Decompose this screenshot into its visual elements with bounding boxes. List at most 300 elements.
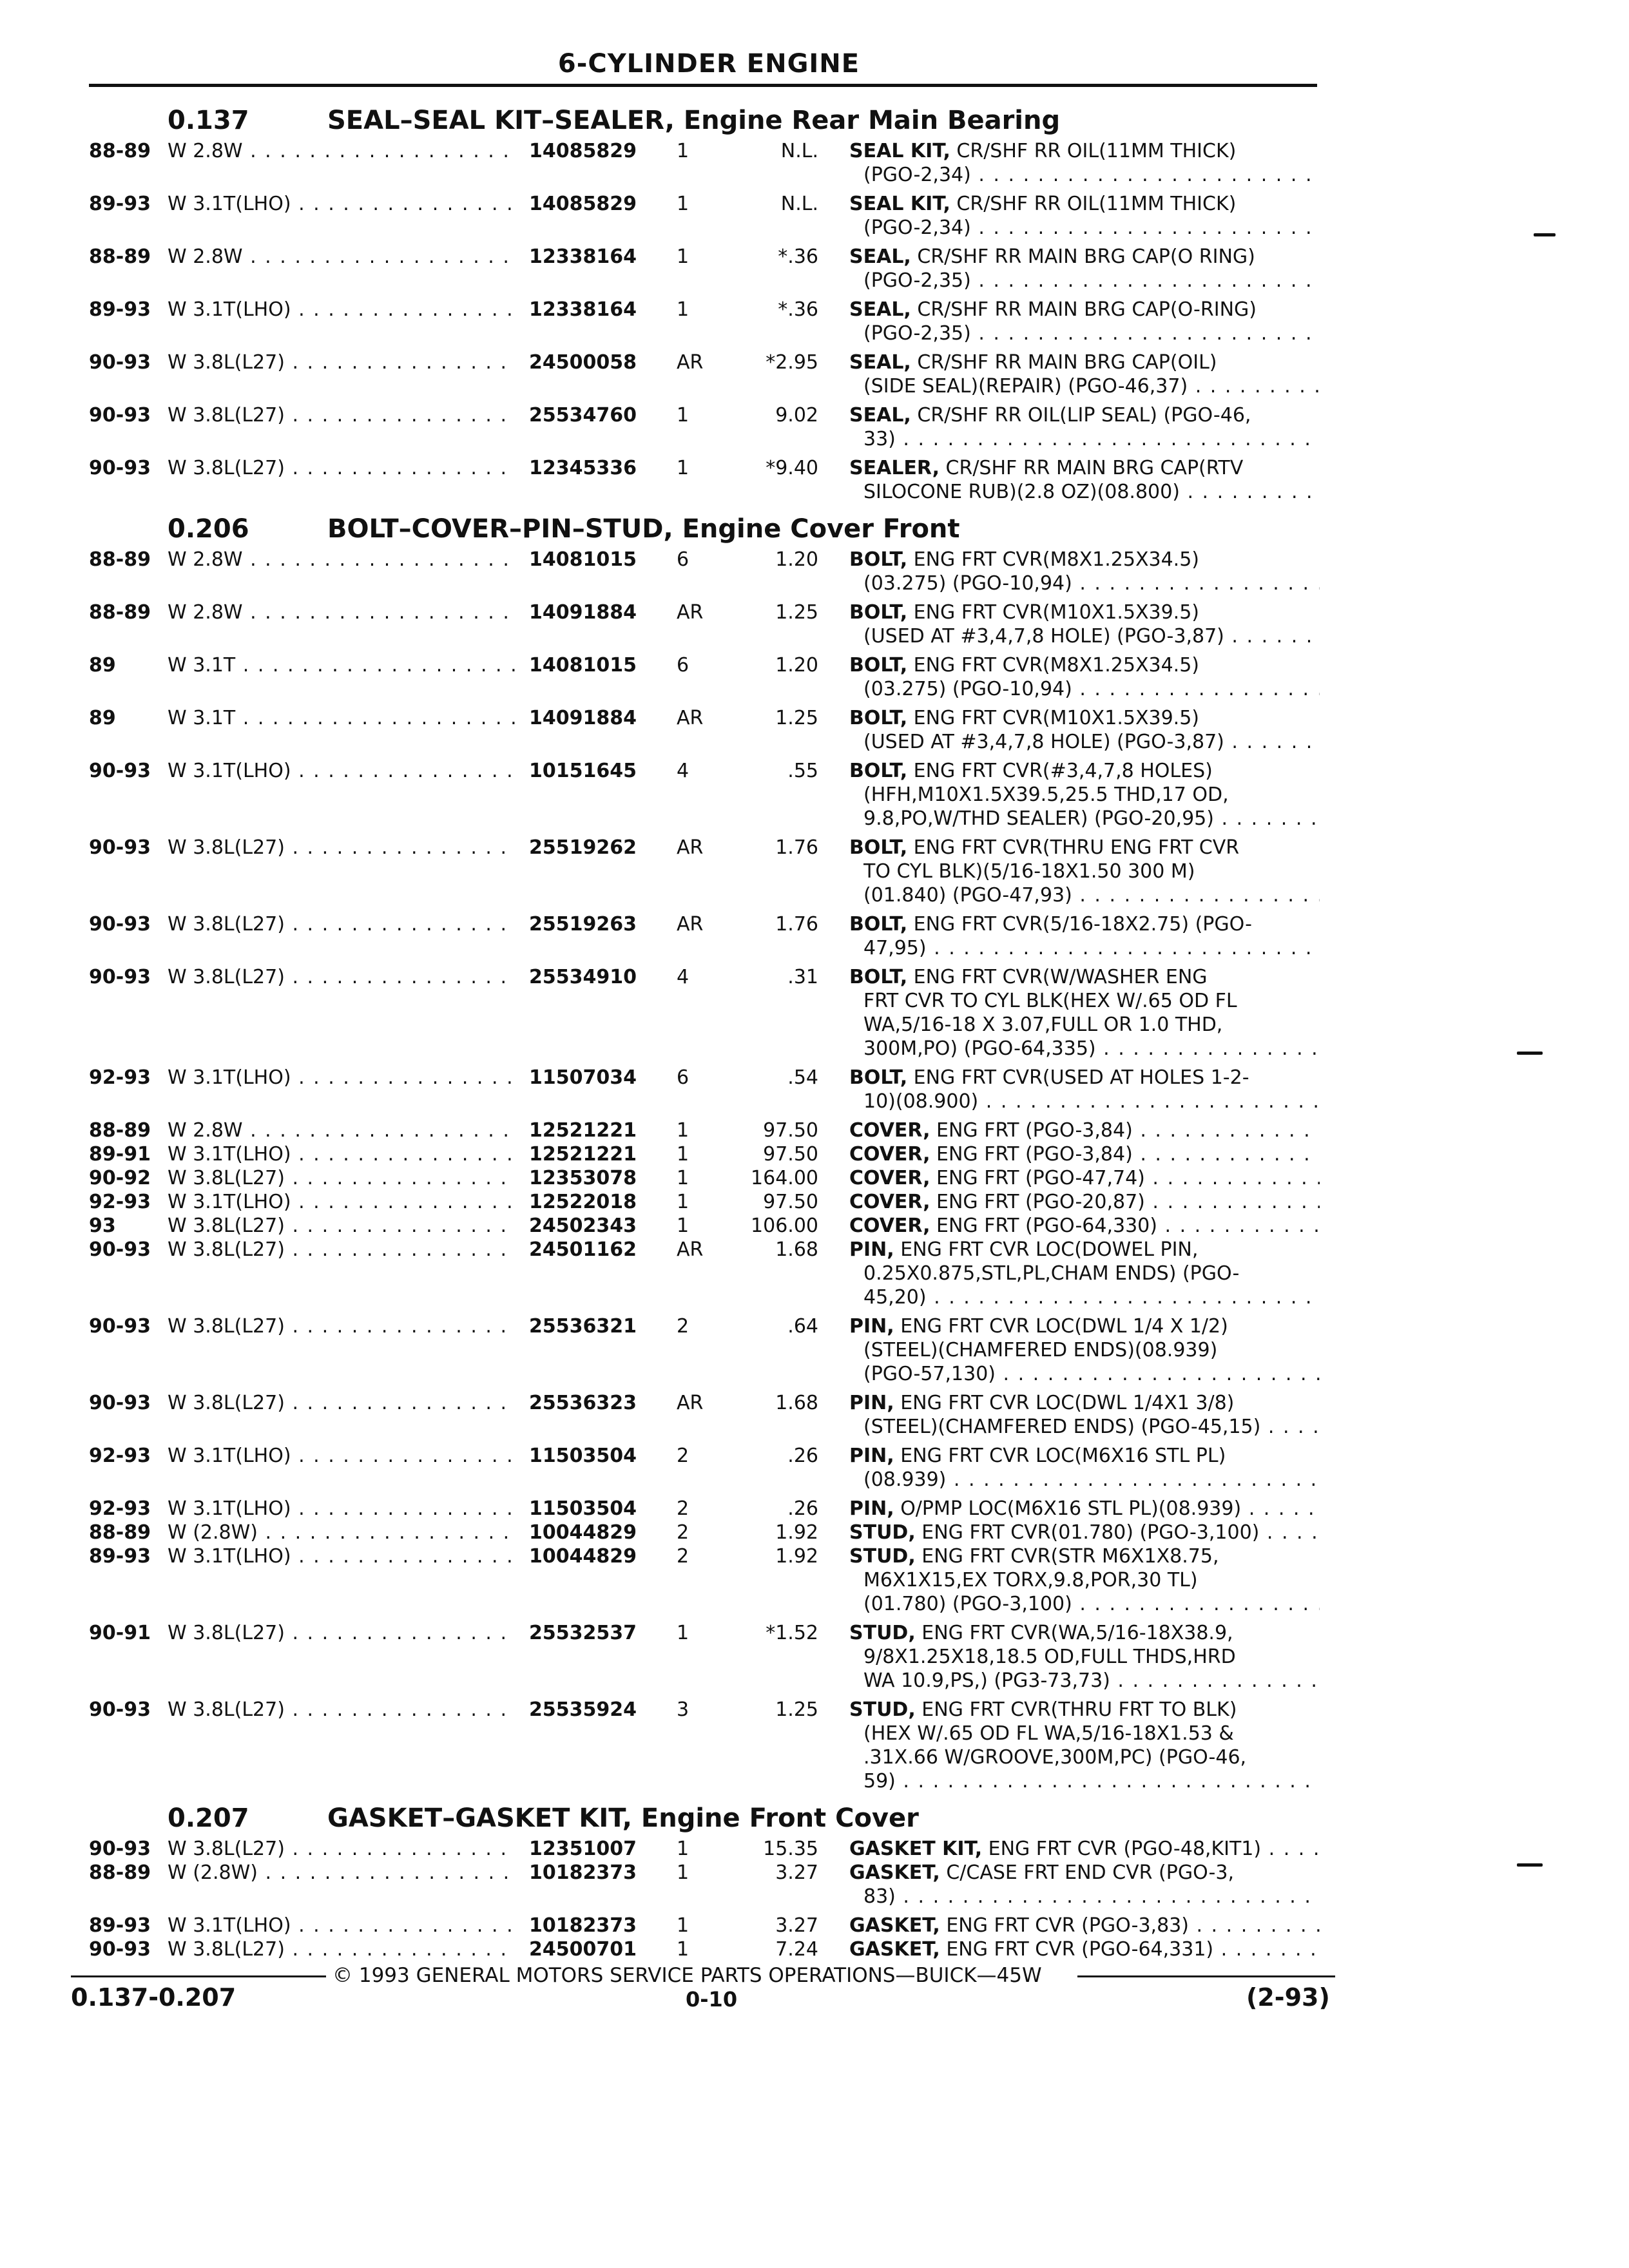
part-description [849,192,1320,216]
price: 3.27 [775,1914,818,1937]
quantity: AR [677,707,704,729]
quantity: AR [677,836,704,859]
part-number: 10182373 [525,1861,637,1885]
part-entry [0,1497,1629,1521]
part-detail: ENG FRT CVR (PGO-48,KIT1) [982,1838,1262,1860]
section-title: GASKET–GASKET KIT, Engine Front Cover [327,1803,919,1833]
section-title: BOLT–COVER–PIN–STUD, Engine Cover Front [327,514,960,544]
part-entry [0,403,1629,451]
part-entry [0,1066,1629,1113]
engine-model: W 3.8L(L27) . . . [168,1837,516,1861]
part-entry [0,1544,1629,1616]
part-description [849,245,1320,269]
part-name: BOLT, [849,1066,908,1089]
model-years: 90-93 [89,1392,151,1414]
part-name: GASKET KIT, [849,1838,983,1860]
description-continuation: (HFH,M10X1.5X39.5,25.5 THD,17 OD, [863,783,1229,806]
quantity: AR [677,1238,704,1261]
model-years: 88-89 [89,1861,151,1884]
part-name: BOLT, [849,966,908,988]
engine-model: W (2.8W) . . . [168,1861,516,1885]
part-detail: ENG FRT CVR(STR M6X1X8.75, [915,1545,1219,1568]
part-description [849,759,1320,783]
part-description [849,1698,1320,1722]
engine-model: W 3.1T(LHO) . . . [168,759,516,783]
part-description [849,298,1320,322]
engine-model: W 2.8W . . . [168,1119,516,1142]
margin-mark [1517,1052,1543,1055]
engine-model: W 3.1T(LHO) . . . [168,1497,516,1521]
engine-model: W 3.8L(L27) . . . [168,836,516,860]
price: 1.68 [775,1392,818,1414]
model-years: 88-89 [89,1521,151,1544]
part-name: BOLT, [849,601,908,624]
part-entry [0,1314,1629,1386]
part-number: 25535924 [525,1698,637,1722]
revision-date: (2-93) [1246,1983,1330,2012]
price: 1.25 [775,601,818,624]
engine-model: W 3.1T(LHO) . . . [168,192,516,216]
part-detail: CR/SHF RR OIL(LIP SEAL) (PGO-46, [911,404,1251,427]
part-name: PIN, [849,1445,894,1467]
engine-model: W 3.8L(L27) . . . [168,456,516,480]
part-entry [0,351,1629,398]
price: .64 [787,1315,818,1338]
model-years: 88-89 [89,548,151,571]
part-name: GASKET, [849,1861,940,1884]
part-detail: ENG FRT CVR(THRU FRT TO BLK) [915,1698,1237,1721]
part-description [849,1521,1320,1544]
quantity: 1 [677,1861,689,1884]
part-description [849,912,1320,936]
price: 1.20 [775,654,818,677]
model-years: 90-93 [89,351,151,374]
quantity: 4 [677,760,689,782]
quantity: 3 [677,1698,689,1721]
part-entry [0,759,1629,831]
part-detail: CR/SHF RR MAIN BRG CAP(O-RING) [911,298,1257,321]
part-detail: ENG FRT (PGO-3,84) [930,1143,1133,1166]
price: 106.00 [751,1215,818,1237]
section-number: 0.206 [168,514,249,544]
description-continuation: WA 10.9,PS,) (PG3-73,73) . . . [863,1669,1320,1693]
part-description [849,1444,1320,1468]
engine-model: W 3.8L(L27) . . . [168,1391,516,1415]
part-detail: ENG FRT CVR(THRU ENG FRT CVR [907,836,1240,859]
part-description [849,653,1320,677]
engine-model: W 3.8L(L27) . . . [168,965,516,989]
part-description [849,1497,1320,1521]
part-number: 25532537 [525,1621,637,1645]
part-number: 24500058 [525,351,637,374]
part-detail: ENG FRT CVR LOC(DOWEL PIN, [894,1238,1199,1261]
part-name: BOLT, [849,836,908,859]
description-continuation: (PGO-2,34) . . . [863,163,1320,187]
part-description [849,351,1320,374]
model-years: 90-93 [89,404,151,427]
quantity: 1 [677,1622,689,1644]
description-continuation: M6X1X15,EX TORX,9.8,POR,30 TL) [863,1569,1198,1591]
part-description [849,1621,1320,1645]
engine-model: W 3.1T . . . [168,653,516,677]
quantity: AR [677,913,704,936]
part-description [849,548,1320,572]
part-number: 10044829 [525,1544,637,1568]
part-number: 24500701 [525,1937,637,1961]
quantity: 1 [677,193,689,215]
part-name: COVER, [849,1119,930,1142]
quantity: 1 [677,1215,689,1237]
quantity: 1 [677,1838,689,1860]
part-entry [0,601,1629,648]
engine-model: W 3.1T . . . [168,706,516,730]
part-detail: ENG FRT (PGO-3,84) [930,1119,1133,1142]
model-years: 90-93 [89,760,151,782]
model-years: 89-93 [89,1545,151,1568]
engine-model: W 2.8W . . . [168,601,516,624]
margin-mark [1534,233,1556,236]
part-entry [0,1391,1629,1439]
part-description [849,1544,1320,1568]
section-range: 0.137-0.207 [71,1983,236,2012]
part-name: STUD, [849,1622,916,1644]
part-description [849,1066,1320,1090]
part-number: 25536323 [525,1391,637,1415]
model-years: 88-89 [89,140,151,162]
description-continuation: (USED AT #3,4,7,8 HOLE) (PGO-3,87) . . . [863,730,1320,754]
part-description [849,706,1320,730]
part-number: 11507034 [525,1066,637,1090]
quantity: 1 [677,1167,689,1189]
part-entry [0,298,1629,345]
part-detail: O/PMP LOC(M6X16 STL PL)(08.939) [894,1497,1242,1520]
part-name: SEAL, [849,404,911,427]
part-number: 14085829 [525,192,637,216]
price: 9.02 [775,404,818,427]
price: 1.76 [775,836,818,859]
quantity: 2 [677,1497,689,1520]
part-number: 24501162 [525,1238,637,1262]
engine-model: W 3.8L(L27) . . . [168,351,516,374]
engine-model: W 3.1T(LHO) . . . [168,1190,516,1214]
part-number: 12338164 [525,245,637,269]
title-rule [89,84,1317,87]
section-title: SEAL–SEAL KIT–SEALER, Engine Rear Main Bearing [327,106,1061,135]
part-description [849,1391,1320,1415]
section-number: 0.137 [168,106,249,135]
model-years: 90-92 [89,1167,151,1189]
engine-model: W 3.8L(L27) . . . [168,912,516,936]
part-name: SEAL KIT, [849,140,950,162]
price: *1.52 [766,1622,818,1644]
part-detail: ENG FRT (PGO-47,74) [930,1167,1145,1189]
part-number: 12353078 [525,1166,637,1190]
part-entry [0,1444,1629,1492]
part-detail: ENG FRT CVR (PGO-64,331) [940,1938,1214,1961]
section-header [0,1798,1629,1837]
price: 1.25 [775,707,818,729]
engine-model: W 2.8W . . . [168,245,516,269]
margin-mark [1517,1863,1543,1867]
price: *.36 [778,245,818,268]
quantity: 1 [677,1119,689,1142]
quantity: 6 [677,1066,689,1089]
quantity: AR [677,1392,704,1414]
engine-model: W 3.1T(LHO) . . . [168,1066,516,1090]
description-continuation: 10)(08.900) . . . [863,1090,1320,1113]
part-entry [0,1190,1629,1214]
description-continuation: (USED AT #3,4,7,8 HOLE) (PGO-3,87) . . . [863,624,1320,648]
quantity: 1 [677,1143,689,1166]
description-continuation: (03.275) (PGO-10,94) . . . [863,677,1320,701]
part-entry [0,1837,1629,1861]
part-number: 14091884 [525,706,637,730]
part-name: PIN, [849,1392,894,1414]
part-detail: CR/SHF RR OIL(11MM THICK) [950,193,1237,215]
engine-model: W 3.8L(L27) . . . [168,1314,516,1338]
price: 97.50 [763,1119,818,1142]
page-title: 6-CYLINDER ENGINE [557,49,860,79]
part-description [849,1142,1320,1166]
description-continuation: .31X.66 W/GROOVE,300M,PC) (PGO-46, [863,1746,1247,1769]
price: 1.68 [775,1238,818,1261]
part-description [849,965,1320,989]
price: N.L. [780,140,818,162]
part-detail: ENG FRT CVR(#3,4,7,8 HOLES) [907,760,1213,782]
engine-model: W 3.8L(L27) . . . [168,1621,516,1645]
quantity: 4 [677,966,689,988]
footer-rule-right [1077,1975,1335,1977]
section-header [0,509,1629,548]
description-continuation: (STEEL)(CHAMFERED ENDS)(08.939) [863,1339,1218,1361]
description-continuation: 45,20) . . . [863,1285,1320,1309]
engine-model: W 3.8L(L27) . . . [168,403,516,427]
part-detail: ENG FRT CVR LOC(M6X16 STL PL) [894,1445,1226,1467]
part-number: 14085829 [525,139,637,163]
part-name: BOLT, [849,654,908,677]
model-years: 88-89 [89,601,151,624]
part-number: 14091884 [525,601,637,624]
part-entry [0,139,1629,187]
part-entry [0,548,1629,595]
description-continuation: 59) . . . [863,1769,1320,1793]
price: N.L. [780,193,818,215]
description-continuation: (PGO-2,35) . . . [863,269,1320,293]
part-entry [0,1214,1629,1238]
copyright-text: © 1993 GENERAL MOTORS SERVICE PARTS OPERATIONS—BUICK—45W [333,1964,1042,1987]
part-detail: ENG FRT CVR(01.780) (PGO-3,100) [915,1521,1260,1544]
part-detail: CR/SHF RR MAIN BRG CAP(RTV [939,457,1244,479]
price: 1.92 [775,1545,818,1568]
quantity: 2 [677,1445,689,1467]
engine-model: W 3.8L(L27) . . . [168,1166,516,1190]
model-years: 90-93 [89,1238,151,1261]
engine-model: W 3.1T(LHO) . . . [168,1914,516,1937]
model-years: 90-93 [89,836,151,859]
model-years: 90-93 [89,913,151,936]
model-years: 90-93 [89,1938,151,1961]
part-name: SEAL KIT, [849,193,950,215]
price: .55 [787,760,818,782]
quantity: 1 [677,404,689,427]
description-continuation: (PGO-2,35) . . . [863,322,1320,345]
part-entry [0,1166,1629,1190]
description-continuation: 9.8,PO,W/THD SEALER) (PGO-20,95) . . . [863,807,1320,831]
part-entry [0,1914,1629,1937]
model-years: 89 [89,654,116,677]
model-years: 89-93 [89,298,151,321]
quantity: 6 [677,654,689,677]
part-name: SEAL, [849,351,911,374]
part-entry [0,192,1629,240]
model-years: 89-91 [89,1143,151,1166]
part-name: COVER, [849,1215,930,1237]
part-description [849,1238,1320,1262]
part-name: COVER, [849,1191,930,1213]
price: .26 [787,1497,818,1520]
quantity: 1 [677,245,689,268]
quantity: 1 [677,1938,689,1961]
part-detail: ENG FRT CVR(M8X1.25X34.5) [907,548,1199,571]
price: 7.24 [775,1938,818,1961]
description-continuation: (STEEL)(CHAMFERED ENDS) (PGO-45,15) . . . [863,1415,1320,1439]
quantity: 6 [677,548,689,571]
model-years: 89 [89,707,116,729]
price: 164.00 [751,1167,818,1189]
part-entry [0,706,1629,754]
quantity: AR [677,351,704,374]
price: *.36 [778,298,818,321]
part-name: STUD, [849,1545,916,1568]
part-entry [0,1937,1629,1961]
model-years: 92-93 [89,1191,151,1213]
model-years: 88-89 [89,1119,151,1142]
part-detail: ENG FRT CVR(M10X1.5X39.5) [907,707,1199,729]
part-number: 10182373 [525,1914,637,1937]
description-continuation: 0.25X0.875,STL,PL,CHAM ENDS) (PGO- [863,1262,1240,1285]
part-detail: C/CASE FRT END CVR (PGO-3, [940,1861,1234,1884]
price: 1.76 [775,913,818,936]
description-continuation: WA,5/16-18 X 3.07,FULL OR 1.0 THD, [863,1014,1223,1036]
part-detail: ENG FRT CVR(USED AT HOLES 1-2- [907,1066,1249,1089]
part-name: SEAL, [849,298,911,321]
quantity: AR [677,601,704,624]
description-continuation: SILOCONE RUB)(2.8 OZ)(08.800) . . . [863,480,1320,504]
part-name: COVER, [849,1167,930,1189]
engine-model: W 3.8L(L27) . . . [168,1214,516,1238]
part-entry [0,1142,1629,1166]
model-years: 92-93 [89,1445,151,1467]
part-name: SEALER, [849,457,940,479]
part-detail: ENG FRT CVR(W/WASHER ENG [907,966,1208,988]
price: 1.20 [775,548,818,571]
part-detail: ENG FRT (PGO-64,330) [930,1215,1157,1237]
part-number: 25519262 [525,836,637,860]
model-years: 92-93 [89,1497,151,1520]
part-entry [0,836,1629,907]
part-description [849,601,1320,624]
engine-model: W 3.8L(L27) . . . [168,1698,516,1722]
engine-model: W 3.1T(LHO) . . . [168,1544,516,1568]
part-detail: ENG FRT CVR LOC(DWL 1/4X1 3/8) [894,1392,1235,1414]
engine-model: W (2.8W) . . . [168,1521,516,1544]
part-name: COVER, [849,1143,930,1166]
part-description [849,1914,1320,1937]
part-description [849,1314,1320,1338]
section-number: 0.207 [168,1803,249,1833]
part-entry [0,1698,1629,1793]
part-description [849,403,1320,427]
part-number: 12345336 [525,456,637,480]
model-years: 90-93 [89,1838,151,1860]
description-continuation: FRT CVR TO CYL BLK(HEX W/.65 OD FL [863,990,1237,1012]
engine-model: W 3.1T(LHO) . . . [168,1142,516,1166]
part-description [849,1937,1320,1961]
engine-model: W 3.8L(L27) . . . [168,1937,516,1961]
part-description [849,139,1320,163]
part-detail: ENG FRT CVR(5/16-18X2.75) (PGO- [907,913,1252,936]
part-number: 12522018 [525,1190,637,1214]
part-name: STUD, [849,1521,916,1544]
part-detail: ENG FRT CVR(M8X1.25X34.5) [907,654,1199,677]
description-continuation: (PGO-2,34) . . . [863,216,1320,240]
engine-model: W 3.1T(LHO) . . . [168,298,516,322]
part-entry [0,912,1629,960]
part-name: SEAL, [849,245,911,268]
part-name: BOLT, [849,760,908,782]
price: *2.95 [766,351,818,374]
section-header [0,101,1629,139]
part-name: GASKET, [849,1914,940,1937]
description-continuation: (01.780) (PGO-3,100) . . . [863,1592,1320,1616]
description-continuation: (01.840) (PGO-47,93) . . . [863,883,1320,907]
quantity: 1 [677,457,689,479]
engine-model: W 2.8W . . . [168,139,516,163]
quantity: 1 [677,1914,689,1937]
part-detail: ENG FRT CVR LOC(DWL 1/4 X 1/2) [894,1315,1228,1338]
price: 97.50 [763,1143,818,1166]
part-description [849,1861,1320,1885]
description-continuation: 47,95) . . . [863,936,1320,960]
part-number: 25534910 [525,965,637,989]
model-years: 92-93 [89,1066,151,1089]
part-number: 12521221 [525,1119,637,1142]
part-name: BOLT, [849,548,908,571]
part-description [849,1214,1320,1238]
price: 15.35 [763,1838,818,1860]
model-years: 90-93 [89,457,151,479]
part-detail: CR/SHF RR MAIN BRG CAP(O RING) [911,245,1255,268]
quantity: 1 [677,1191,689,1213]
part-name: PIN, [849,1497,894,1520]
description-continuation: (PGO-57,130) . . . [863,1362,1320,1386]
part-name: PIN, [849,1315,894,1338]
part-entry [0,456,1629,504]
part-number: 12351007 [525,1837,637,1861]
model-years: 93 [89,1215,116,1237]
part-description [849,1190,1320,1214]
part-number: 25534760 [525,403,637,427]
price: .26 [787,1445,818,1467]
part-number: 12521221 [525,1142,637,1166]
page-number: 0-10 [686,1987,738,2012]
part-number: 10044829 [525,1521,637,1544]
part-description [849,456,1320,480]
part-name: BOLT, [849,707,908,729]
price: *9.40 [766,457,818,479]
quantity: 2 [677,1545,689,1568]
description-continuation: (08.939) . . . [863,1468,1320,1492]
